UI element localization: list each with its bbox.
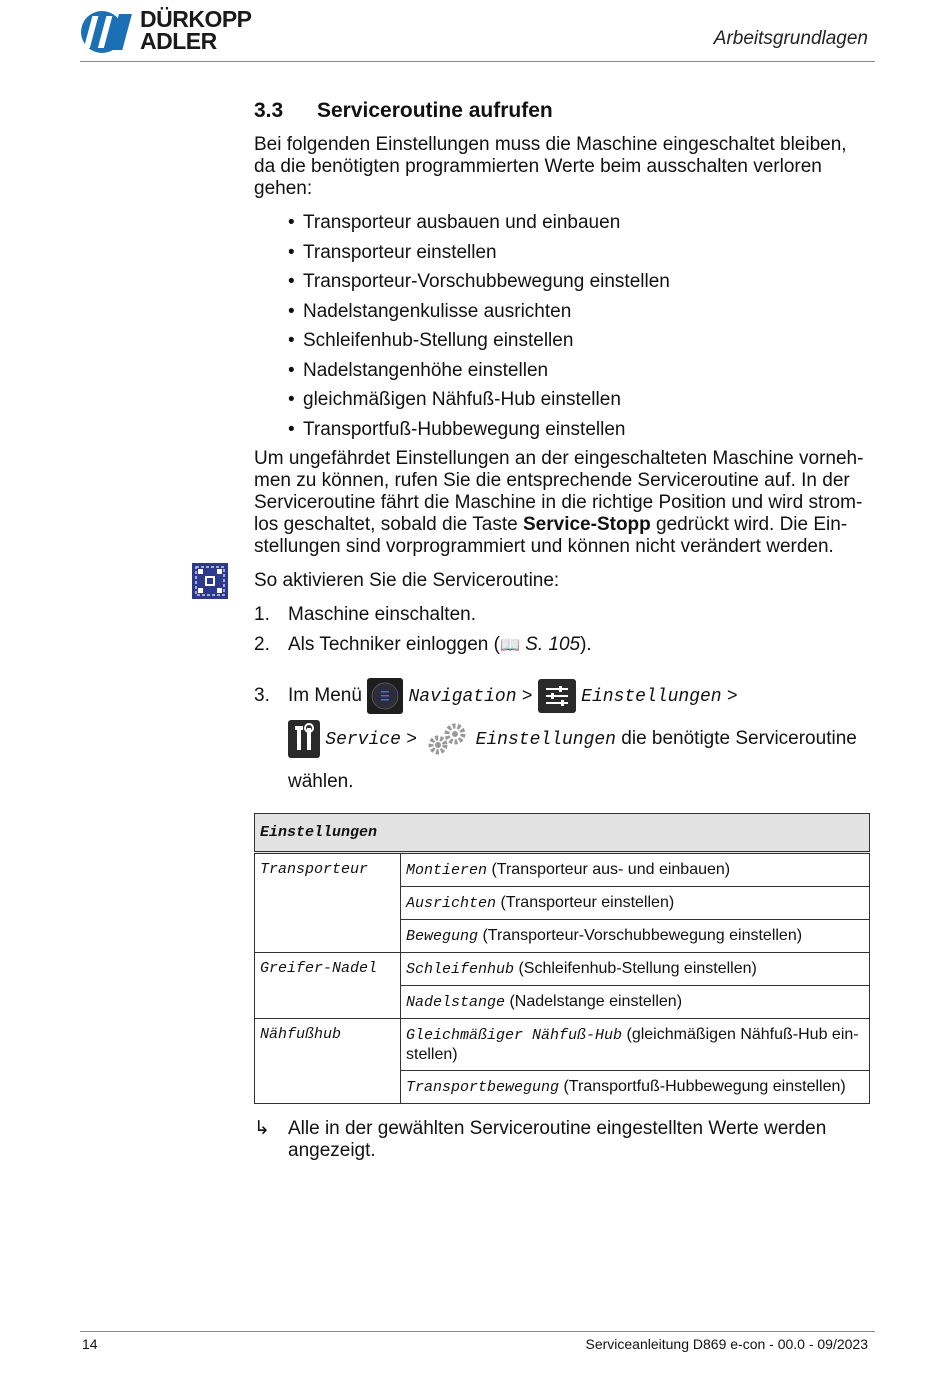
result-arrow-icon: ↳ bbox=[254, 1118, 270, 1139]
service-routine-icon bbox=[192, 563, 228, 599]
list-item: • Transporteur-Vorschubbewegung einstellen bbox=[288, 271, 872, 293]
settings-table bbox=[254, 813, 870, 1104]
document-info: Serviceanleitung D869 e-con - 00.0 - 09/2023 bbox=[585, 1336, 868, 1352]
step-1 bbox=[254, 604, 872, 626]
nav-navigation: Navigation bbox=[408, 687, 517, 707]
nav-separator: > bbox=[406, 730, 417, 750]
list-item: • Nadelstangenkulisse ausrichten bbox=[288, 301, 872, 323]
book-icon: 📖 bbox=[499, 637, 520, 654]
setting-key: Schleifenhub bbox=[406, 961, 515, 978]
header-divider bbox=[80, 61, 875, 62]
step-text: Maschine einschalten. bbox=[288, 604, 476, 625]
section-title: Serviceroutine aufrufen bbox=[317, 99, 553, 122]
list-item: • gleichmäßigen Nähfuß-Hub einstellen bbox=[288, 389, 872, 411]
step-2 bbox=[254, 634, 872, 657]
explanation-text-1: Um ungefährdet Einstellungen an der eingeschalteten Maschine vorneh-men zu können, rufen Sie die entsprechende Serviceroutine auf. In der Serviceroutine fährt die Maschine in die richtige Position und wird strom-los geschaltet, sobald die Taste bbox=[254, 448, 864, 535]
setting-desc: (Transporteur-Vorschubbewegung einstellen) bbox=[478, 927, 803, 944]
setting-desc: (Transportfuß-Hubbewegung einstellen) bbox=[559, 1078, 846, 1095]
gears-icon bbox=[422, 721, 470, 757]
setting-key: Bewegung bbox=[406, 928, 479, 945]
setting-key: Nadelstange bbox=[406, 994, 506, 1011]
settings-list bbox=[254, 212, 872, 441]
nav-service: Service bbox=[325, 730, 401, 750]
list-item: • Transporteur ausbauen und einbauen bbox=[288, 212, 872, 234]
result-note bbox=[254, 1118, 872, 1162]
steps-list bbox=[254, 604, 872, 803]
step-3 bbox=[254, 675, 872, 803]
section-number: 3.3 bbox=[254, 99, 284, 122]
nav-einstellungen: Einstellungen bbox=[581, 687, 722, 707]
footer-divider bbox=[80, 1331, 875, 1332]
table-cell bbox=[401, 853, 870, 887]
list-item: • Schleifenhub-Stellung einstellen bbox=[288, 330, 872, 352]
intro-paragraph: Bei folgenden Einstellungen muss die Maschine eingeschaltet bleiben, da die benötigten programmierten Werte beim ausschalten verloren gehen: bbox=[254, 134, 847, 199]
table-row bbox=[255, 953, 870, 986]
nav-separator: > bbox=[521, 687, 533, 707]
setting-key: Gleichmäßiger Nähfuß-Hub bbox=[406, 1027, 623, 1044]
step-text: Als Techniker einloggen ( bbox=[288, 634, 500, 655]
list-item: • Transportfuß-Hubbewegung einstellen bbox=[288, 419, 872, 441]
explanation-text-2: gedrückt wird. Die Ein-stellungen sind vorprogrammiert und können nicht verändert werden. bbox=[254, 514, 848, 557]
setting-desc: (Schleifenhub-Stellung einstellen) bbox=[514, 960, 757, 977]
step-text-end: ). bbox=[580, 634, 592, 655]
table-header: Einstellungen bbox=[255, 814, 870, 853]
setting-desc: (Nadelstange einstellen) bbox=[505, 993, 683, 1010]
setting-desc: (gleichmäßigen Nähfuß-Hub ein-stellen) bbox=[406, 1026, 859, 1063]
chapter-title: Arbeitsgrundlagen bbox=[713, 28, 868, 49]
brand-logo-icon bbox=[80, 10, 136, 54]
table-cell bbox=[401, 1019, 870, 1071]
table-cell bbox=[401, 953, 870, 986]
service-stopp-key: Service-Stopp bbox=[523, 514, 651, 535]
brand-logo bbox=[80, 8, 270, 56]
list-item: • Transporteur einstellen bbox=[288, 242, 872, 264]
explanation-paragraph bbox=[254, 448, 872, 558]
setting-desc: (Transporteur einstellen) bbox=[496, 894, 675, 911]
table-row bbox=[255, 853, 870, 887]
setting-desc: (Transporteur aus- und einbauen) bbox=[487, 861, 731, 878]
table-cell bbox=[401, 986, 870, 1019]
group-name: Greifer-Nadel bbox=[255, 953, 401, 1019]
list-item: • Nadelstangenhöhe einstellen bbox=[288, 360, 872, 382]
main-content bbox=[254, 100, 872, 1162]
menu-icon bbox=[367, 678, 403, 714]
table-row bbox=[255, 1019, 870, 1071]
step-number: 3. bbox=[254, 685, 270, 706]
step-text-end: die benötigte Serviceroutine wählen. bbox=[288, 728, 857, 792]
step-number: 2. bbox=[254, 634, 270, 655]
result-text: Alle in der gewählten Serviceroutine eingestellten Werte werden angezeigt. bbox=[288, 1118, 827, 1161]
table-cell bbox=[401, 920, 870, 953]
setting-key: Transportbewegung bbox=[406, 1079, 560, 1096]
setting-key: Ausrichten bbox=[406, 895, 497, 912]
setting-key: Montieren bbox=[406, 862, 488, 879]
step-text: Im Menü bbox=[288, 685, 362, 706]
tools-icon bbox=[288, 720, 320, 758]
page-reference: S. 105 bbox=[525, 634, 581, 655]
page-number: 14 bbox=[82, 1336, 98, 1352]
brand-line1: DÜRKOPP bbox=[140, 6, 252, 32]
sliders-icon bbox=[538, 679, 576, 713]
group-name: Nähfußhub bbox=[255, 1019, 401, 1104]
nav-einstellungen-2: Einstellungen bbox=[475, 730, 616, 750]
table-cell bbox=[401, 1071, 870, 1104]
brand-line2: ADLER bbox=[140, 28, 217, 54]
table-cell bbox=[401, 887, 870, 920]
brand-name bbox=[140, 8, 252, 52]
section-heading bbox=[254, 100, 872, 122]
step-number: 1. bbox=[254, 604, 270, 625]
table-header-row bbox=[255, 814, 870, 853]
group-name: Transporteur bbox=[255, 853, 401, 953]
nav-separator: > bbox=[726, 687, 738, 707]
activate-heading: So aktivieren Sie die Serviceroutine: bbox=[254, 570, 560, 591]
